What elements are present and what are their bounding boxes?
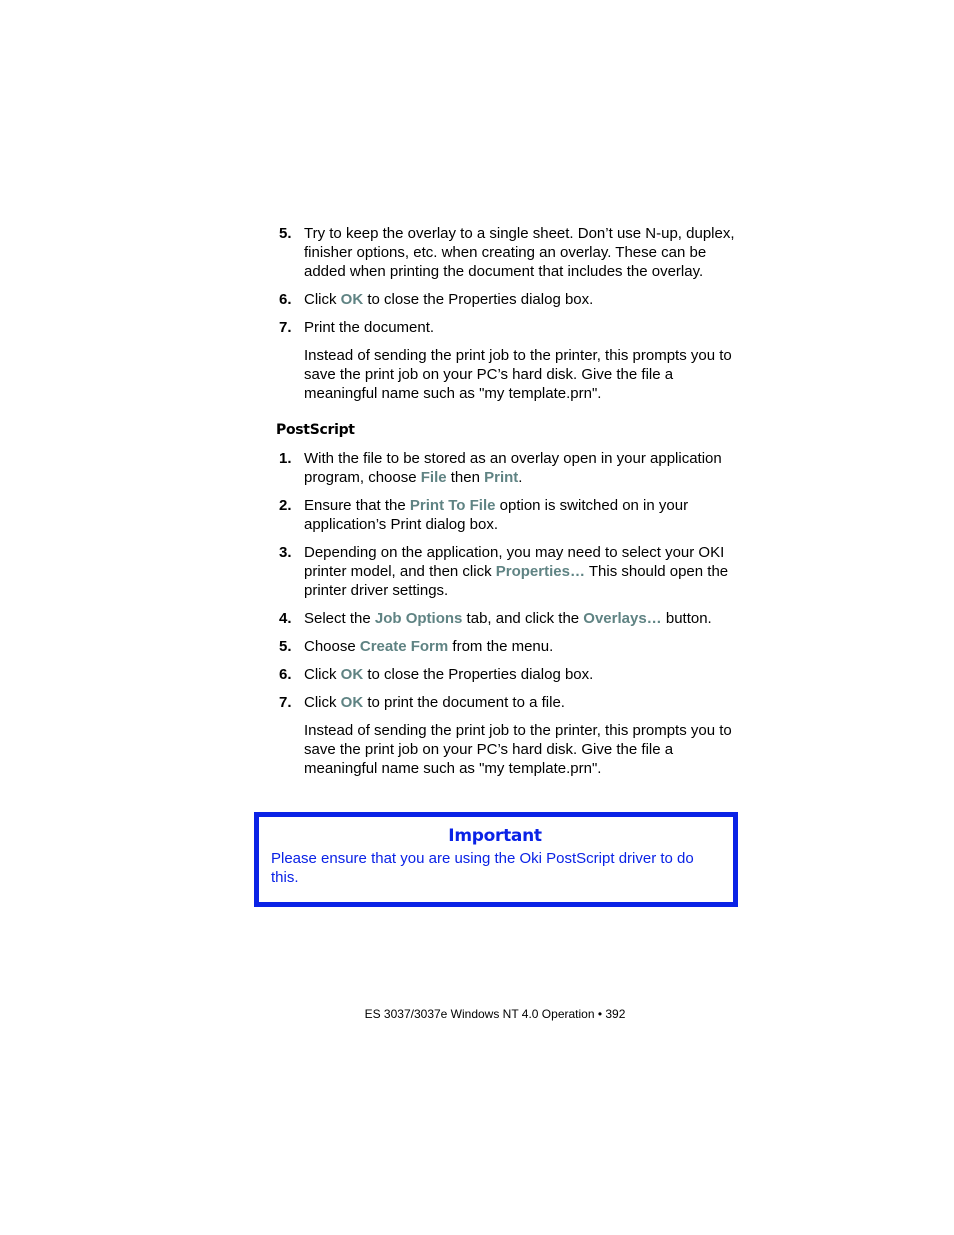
step-text — [304, 609, 738, 628]
note-paragraph: Instead of sending the print job to the printer, this prompts you to save the print job on your PC’s hard disk. Give the file a meaningful name such as "my template.prn". — [304, 347, 732, 402]
step-text-segment: Print the document. — [304, 319, 435, 336]
step-text — [304, 693, 738, 712]
step-text — [304, 665, 738, 684]
step-item — [276, 449, 738, 487]
ui-keyword: OK — [340, 694, 364, 711]
step-item — [276, 318, 738, 337]
step-number: 7. — [279, 319, 292, 336]
step-number: 1. — [279, 450, 292, 467]
step-list-overlay — [276, 224, 738, 337]
step-number: 2. — [279, 497, 292, 514]
step-number: 4. — [279, 610, 292, 627]
important-title: Important — [448, 826, 542, 846]
step-text-segment: Depending on the application, you may need to select your OKI printer model, and then click — [304, 544, 725, 580]
step-text-segment: Try to keep the overlay to a single sheet. Don’t use N-up, duplex, finisher options, etc. when creating an overlay. These can be added when printing the document that includes the overlay. — [304, 225, 735, 280]
step-text-segment: to print the document to a file. — [363, 694, 565, 711]
step-item — [276, 693, 738, 712]
step-text-segment: Click — [304, 694, 341, 711]
step-text-segment: button. — [661, 610, 712, 627]
ui-keyword: Create Form — [359, 638, 449, 655]
important-callout — [254, 812, 738, 907]
step-text — [304, 496, 738, 534]
ui-keyword: Properties… — [495, 563, 585, 580]
step-number: 5. — [279, 638, 292, 655]
step-item — [276, 665, 738, 684]
ui-keyword: Job Options — [374, 610, 463, 627]
ui-keyword: Print To File — [409, 497, 496, 514]
step-number: 6. — [279, 291, 292, 308]
step-item — [276, 609, 738, 628]
document-body — [276, 224, 738, 787]
step-text-segment: Select the — [304, 610, 375, 627]
step-text-segment: With the file to be stored as an overlay open in your application program, choose — [304, 450, 722, 486]
step-text-segment: to close the Properties dialog box. — [363, 666, 594, 683]
step-item — [276, 496, 738, 534]
note-paragraph: Instead of sending the print job to the printer, this prompts you to save the print job on your PC’s hard disk. Give the file a meaningful name such as "my template.prn". — [304, 722, 732, 777]
step-text — [304, 543, 738, 600]
step-text — [304, 449, 738, 487]
step-item — [276, 224, 738, 281]
page-footer: ES 3037/3037e Windows NT 4.0 Operation • 392 — [364, 1007, 626, 1021]
step-number: 5. — [279, 225, 292, 242]
step-item — [276, 543, 738, 600]
ui-keyword: File — [420, 469, 447, 486]
important-text: Please ensure that you are using the Oki PostScript driver to do this. — [271, 850, 694, 886]
step-text-segment: Ensure that the — [304, 497, 410, 514]
ui-keyword: Print — [484, 469, 519, 486]
step-text-segment: Choose — [304, 638, 360, 655]
ui-keyword: OK — [340, 666, 364, 683]
step-text — [304, 290, 738, 309]
step-text-segment: Click — [304, 291, 341, 308]
step-text-segment: . — [518, 469, 523, 486]
step-number: 3. — [279, 544, 292, 561]
step-text-segment: tab, and click the — [462, 610, 584, 627]
step-text-segment: to close the Properties dialog box. — [363, 291, 594, 308]
ui-keyword: OK — [340, 291, 364, 308]
section-heading-postscript: PostScript — [276, 422, 355, 438]
step-number: 6. — [279, 666, 292, 683]
step-text-segment: This should open the printer driver settings. — [304, 563, 729, 599]
step-text-segment: Click — [304, 666, 341, 683]
step-item — [276, 637, 738, 656]
step-text-segment: then — [446, 469, 485, 486]
step-text-segment: option is switched on in your application’s Print dialog box. — [304, 497, 689, 533]
step-number: 7. — [279, 694, 292, 711]
step-text — [304, 224, 738, 281]
step-text — [304, 637, 738, 656]
step-text — [304, 318, 738, 337]
step-list-postscript — [276, 449, 738, 712]
step-text-segment: from the menu. — [448, 638, 554, 655]
step-item — [276, 290, 738, 309]
ui-keyword: Overlays… — [583, 610, 662, 627]
